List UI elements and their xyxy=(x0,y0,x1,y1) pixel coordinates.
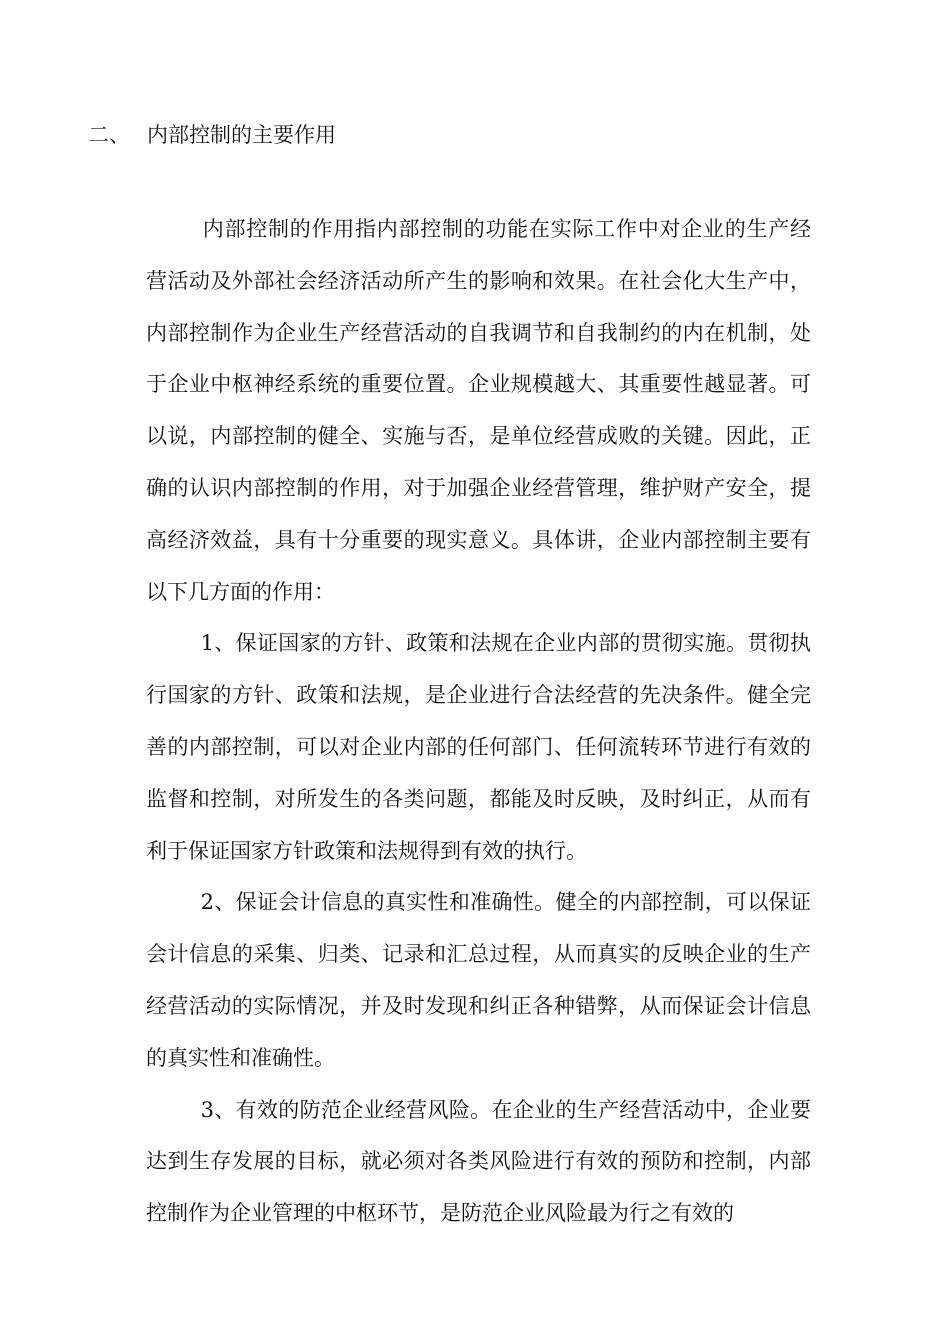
list-item-paragraph-3: 3、有效的防范企业经营风险。在企业的生产经营活动中，企业要达到生存发展的目标，就必须对各类风险进行有效的预防和控制，内部控制作为企业管理的中枢环节，是防范企业风险最为行之有效的 xyxy=(146,1097,811,1226)
section-title: 内部控制的主要作用 xyxy=(147,123,336,147)
intro-paragraph: 内部控制的作用指内部控制的功能在实际工作中对企业的生产经营活动及外部社会经济活动所产生的影响和效果。在社会化大生产中，内部控制作为企业生产经营活动的自我调节和自我制约的内在机制，处于企业中枢神经系统的重要位置。企业规模越大、其重要性越显著。可以说，内部控制的健全、实施与否，是单位经营成败的关键。因此，正确的认识内部控制的作用，对于加强企业经营管理，维护财产安全，提高经济效益，具有十分重要的现实意义。具体讲，企业内部控制主要有以下几方面的作用： xyxy=(146,217,811,604)
section-heading xyxy=(88,118,336,152)
body-text xyxy=(146,204,811,1240)
list-item-paragraph-1: 1、保证国家的方针、政策和法规在企业内部的贯彻实施。贯彻执行国家的方针、政策和法规，是企业进行合法经营的先决条件。健全完善的内部控制，可以对企业内部的任何部门、任何流转环节进行有效的监督和控制，对所发生的各类问题，都能及时反映，及时纠正，从而有利于保证国家方针政策和法规得到有效的执行。 xyxy=(146,631,811,863)
list-item-paragraph-2: 2、保证会计信息的真实性和准确性。健全的内部控制，可以保证会计信息的采集、归类、记录和汇总过程，从而真实的反映企业的生产经营活动的实际情况，并及时发现和纠正各种错弊，从而保证会计信息的真实性和准确性。 xyxy=(146,890,811,1070)
section-number: 二、 xyxy=(88,123,130,147)
